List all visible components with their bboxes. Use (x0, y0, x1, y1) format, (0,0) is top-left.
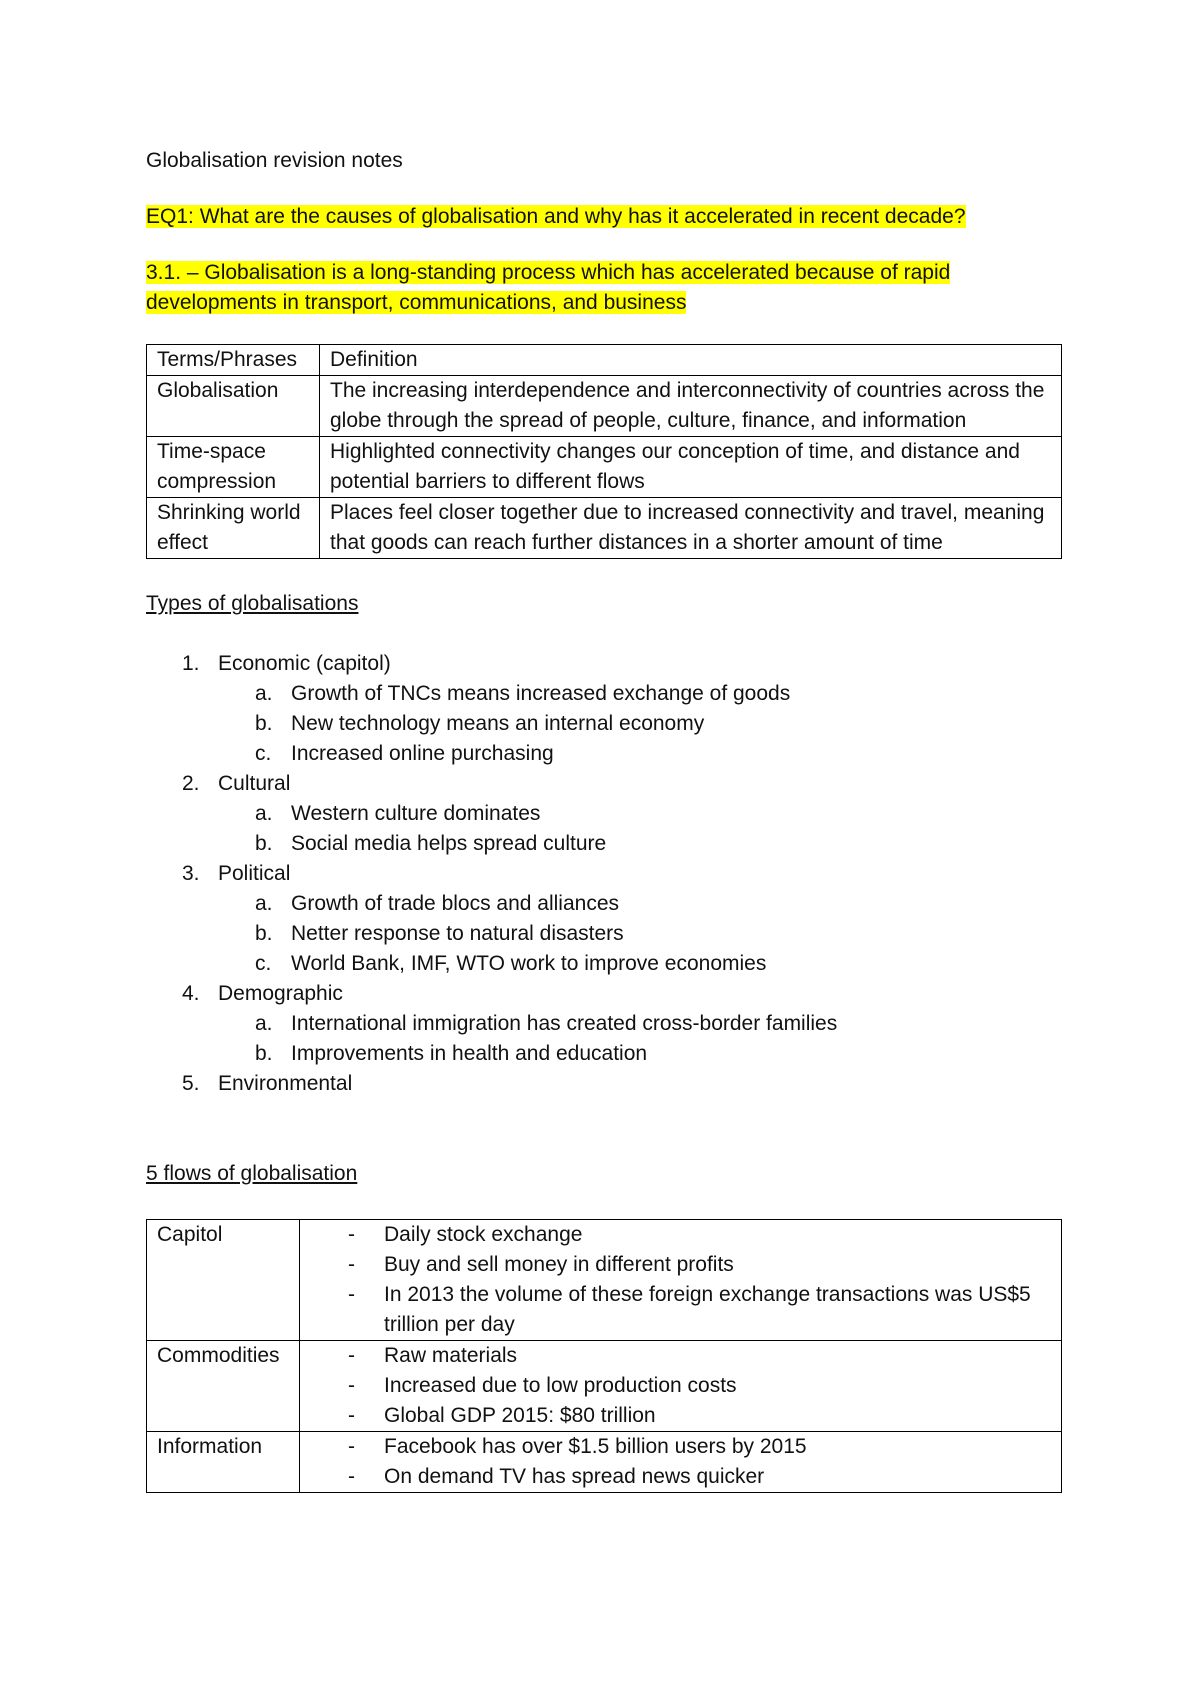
sub-letter: c. (255, 742, 272, 765)
term-cell: Shrinking world effect (147, 498, 320, 559)
sub-letter: a. (255, 802, 273, 825)
terms-table (146, 344, 1062, 559)
flow-name-cell: Commodities (147, 1341, 300, 1432)
flow-points-list (300, 1341, 1051, 1431)
definition-cell: Places feel closer together due to increased connectivity and travel, meaning that goods can reach further distances in a shorter amount of time (320, 498, 1062, 559)
sub-list (218, 679, 1062, 769)
sub-item-text: Growth of trade blocs and alliances (291, 892, 620, 915)
flow-points-cell (300, 1432, 1062, 1493)
flows-table (146, 1219, 1062, 1493)
types-list (146, 649, 1062, 1099)
sub-letter: a. (255, 682, 273, 705)
sub-list-item (255, 889, 1062, 919)
flow-point: - On demand TV has spread news quicker (384, 1462, 1051, 1492)
subheading-line-1: 3.1. – Globalisation is a long-standing process which has accelerated because of rapid (146, 261, 951, 284)
list-item (182, 769, 1062, 859)
sub-list-item (255, 679, 1062, 709)
flow-points-list (300, 1432, 1051, 1492)
list-number: 2. (182, 772, 200, 795)
term-cell: Globalisation (147, 376, 320, 437)
sub-letter: a. (255, 892, 273, 915)
list-item-label: Economic (capitol) (218, 652, 391, 675)
sub-letter: b. (255, 832, 273, 855)
sub-item-text: Growth of TNCs means increased exchange of goods (291, 682, 791, 705)
sub-letter: b. (255, 1042, 273, 1065)
eq1-heading-text: EQ1: What are the causes of globalisation and why has it accelerated in recent decade? (146, 205, 966, 228)
term-cell: Time-space compression (147, 437, 320, 498)
sub-item-text: Netter response to natural disasters (291, 922, 624, 945)
terms-header-definition: Definition (320, 345, 1062, 376)
sub-letter: a. (255, 1012, 273, 1035)
list-item-label: Cultural (218, 772, 291, 795)
flows-heading: 5 flows of globalisation (146, 1162, 358, 1185)
sub-item-text: Increased online purchasing (291, 742, 554, 765)
flow-point: - Global GDP 2015: $80 trillion (384, 1401, 1051, 1431)
sub-letter: b. (255, 712, 273, 735)
document-title: Globalisation revision notes (146, 149, 403, 172)
sub-letter: c. (255, 952, 272, 975)
list-item (182, 1069, 1062, 1099)
sub-list-item (255, 919, 1062, 949)
list-number: 4. (182, 982, 200, 1005)
flow-points-list (300, 1220, 1051, 1340)
section-subheading (146, 258, 1062, 318)
list-item-label: Environmental (218, 1072, 353, 1095)
table-row (147, 1220, 1062, 1341)
terms-table-header-row (147, 345, 1062, 376)
terms-header-term: Terms/Phrases (147, 345, 320, 376)
types-heading: Types of globalisations (146, 592, 359, 615)
sub-list (218, 799, 1062, 859)
sub-list-item (255, 949, 1062, 979)
list-number: 5. (182, 1072, 200, 1095)
list-item (182, 859, 1062, 979)
sub-item-text: International immigration has created cross-border families (291, 1012, 838, 1035)
sub-list-item (255, 739, 1062, 769)
sub-list-item (255, 799, 1062, 829)
eq1-heading (146, 202, 1062, 232)
table-row (147, 376, 1062, 437)
flow-point: - Facebook has over $1.5 billion users by 2015 (384, 1432, 1051, 1462)
list-item (182, 649, 1062, 769)
sub-list (218, 889, 1062, 979)
flow-point: - Raw materials (384, 1341, 1051, 1371)
list-number: 3. (182, 862, 200, 885)
flow-points-cell (300, 1341, 1062, 1432)
sub-list-item (255, 829, 1062, 859)
sub-item-text: Social media helps spread culture (291, 832, 607, 855)
list-item (182, 979, 1062, 1069)
flow-point: - Increased due to low production costs (384, 1371, 1051, 1401)
flow-point: - Buy and sell money in different profits (384, 1250, 1051, 1280)
document-page (146, 146, 1062, 1493)
subheading-line-2: developments in transport, communications, and business (146, 291, 687, 314)
table-row (147, 498, 1062, 559)
definition-cell: Highlighted connectivity changes our conception of time, and distance and potential barriers to different flows (320, 437, 1062, 498)
flow-point: - In 2013 the volume of these foreign exchange transactions was US$5 trillion per day (384, 1280, 1051, 1340)
sub-list-item (255, 1039, 1062, 1069)
table-row (147, 1341, 1062, 1432)
definition-cell: The increasing interdependence and interconnectivity of countries across the globe through the spread of people, culture, finance, and information (320, 376, 1062, 437)
list-item-label: Demographic (218, 982, 343, 1005)
sub-item-text: Western culture dominates (291, 802, 541, 825)
sub-list-item (255, 709, 1062, 739)
sub-list-item (255, 1009, 1062, 1039)
sub-item-text: World Bank, IMF, WTO work to improve economies (291, 952, 767, 975)
sub-list (218, 1009, 1062, 1069)
list-item-label: Political (218, 862, 291, 885)
table-row (147, 1432, 1062, 1493)
flow-name-cell: Capitol (147, 1220, 300, 1341)
flow-name-cell: Information (147, 1432, 300, 1493)
sub-letter: b. (255, 922, 273, 945)
flow-points-cell (300, 1220, 1062, 1341)
sub-item-text: New technology means an internal economy (291, 712, 705, 735)
sub-item-text: Improvements in health and education (291, 1042, 648, 1065)
table-row (147, 437, 1062, 498)
list-number: 1. (182, 652, 200, 675)
flow-point: - Daily stock exchange (384, 1220, 1051, 1250)
